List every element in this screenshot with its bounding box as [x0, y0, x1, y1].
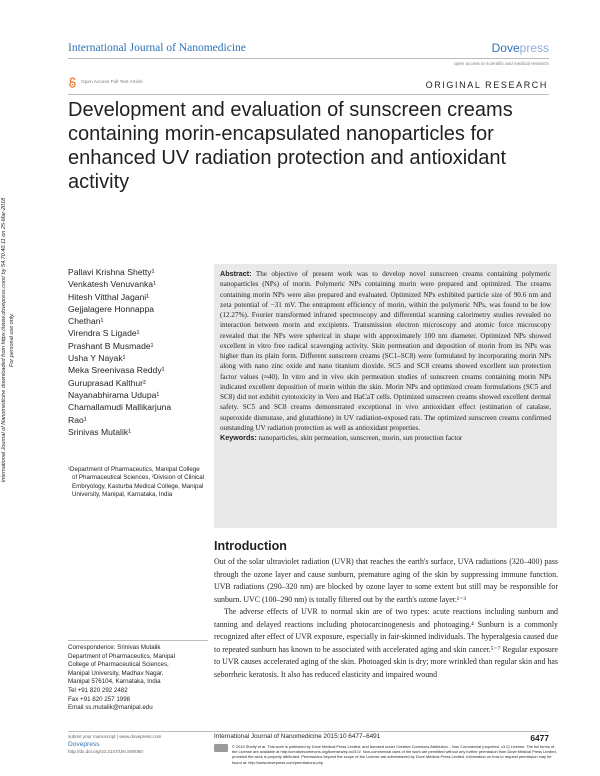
author[interactable]: Guruprasad Kalthur²: [68, 377, 146, 388]
correspondence-fax: Fax +91 820 257 1998: [68, 695, 131, 703]
submit-manuscript-link[interactable]: submit your manuscript | www.dovepress.com: [68, 734, 162, 739]
author[interactable]: Nayanabhirama Udupa¹: [68, 389, 160, 400]
author-list: [68, 266, 206, 438]
header-divider: [68, 58, 549, 59]
correspondence: [68, 644, 208, 713]
author[interactable]: Meka Sreenivasa Reddy¹: [68, 365, 165, 376]
title-divider: [68, 94, 549, 95]
abstract-label: Abstract:: [220, 269, 252, 278]
footer-links: [68, 734, 208, 755]
author[interactable]: Venkatesh Venuvanka¹: [68, 279, 156, 290]
download-stamp-note: For personal use only.: [9, 313, 15, 368]
correspondence-line: College of Pharmaceutical Sciences,: [68, 661, 169, 669]
affiliation: ¹Department of Pharmaceutics, Manipal College of Pharmaceutical Sciences, ²Division of Clinical Embryology, Kasturba Medical College, Manipal University, Manipal, Karnataka, India: [68, 466, 205, 499]
author[interactable]: Srinivas Mutalik¹: [68, 426, 132, 437]
license: [214, 744, 558, 765]
publisher-logo[interactable]: [492, 41, 549, 55]
author[interactable]: Rao¹: [68, 414, 87, 425]
affiliations: [68, 466, 206, 500]
page-number: 6477: [530, 733, 549, 743]
correspondence-line: Manipal University, Madhav Nagar,: [68, 669, 164, 677]
keywords-text: nanoparticles, skin permeation, sunscreen, morin, sun protection factor: [258, 434, 463, 442]
author[interactable]: Gejjalagere Honnappa: [68, 303, 155, 314]
author[interactable]: Chethan¹: [68, 316, 104, 327]
correspondence-line: Department of Pharmaceutics, Manipal: [68, 652, 175, 660]
journal-title[interactable]: International Journal of Nanomedicine: [68, 42, 246, 54]
open-access-label: Open Access Full Text Article: [81, 80, 143, 85]
abstract: [214, 264, 557, 528]
abstract-text: The objective of present work was to develop novel sunscreen creams containing polymeric nanoparticles (NPs) of morin. Polymeric NPs containing morin were prepared and optimized. The creams containing morin NPs were also prepared and evaluated. Optimized NPs exhibited particle size of 90.6 nm and zeta potential of −31 mV. The entrapment efficiency of morin, within the polymeric NPs, was found to be low (12.27%). Fourier transformed infrared spectroscopy and differential scanning calorimetry studies revealed no interaction between morin and excipients. Transmission electron microscopy and atomic force microscopy revealed that the NPs were spherical in shape with approximately 100 nm diameter. Optimized NPs showed excellent in vitro free radical scavenging activity. Skin permeation and deposition of morin from its NPs was higher than its plain form. Different sunscreen creams (SC1–SC8) were formulated by incorporating morin NPs along with nano zinc oxide and nano titanium dioxide. SC5 and SC8 creams showed excellent sun protection factor values (≈40). In vitro and in vivo skin permeation studies of sunscreen creams containing morin NPs indicated excellent deposition of morin within the skin. Morin NPs and optimized cream formulations (SC5 and SC8) did not exhibit cytotoxicity in Vero and HaCaT cells. Optimized sunscreen creams showed excellent dermal safety. SC5 and SC8 creams demonstrated exceptional in vivo antioxidant effect (estimation of catalase, superoxide dismutase, and glutathione) in UV radiation-exposed rats. The optimized sunscreen creams confirmed outstanding UV radiation protection as well as antioxidant properties.: [220, 270, 551, 432]
open-access-badge: [68, 77, 143, 88]
publisher-tagline: open access to scientific and medical research: [454, 61, 549, 66]
author[interactable]: Prashant B Musmade¹: [68, 340, 154, 351]
creative-commons-icon[interactable]: [214, 744, 228, 752]
footer-citation: International Journal of Nanomedicine 2015:10 6477–6491: [214, 733, 381, 740]
correspondence-heading: Correspondence: Srinivas Mutalik: [68, 644, 161, 651]
correspondence-phone: Tel +91 820 292 2482: [68, 686, 128, 694]
publisher-suffix: press: [519, 41, 549, 55]
footer-publisher[interactable]: Dovepress: [68, 741, 100, 749]
footer-divider: [68, 731, 549, 732]
paper-title: Development and evaluation of sunscreen creams containing morin-encapsulated nanoparticles for enhanced UV radiation protection and antioxidant activity: [68, 99, 513, 193]
section-heading-introduction: Introduction: [214, 539, 287, 553]
author[interactable]: Pallavi Krishna Shetty¹: [68, 267, 155, 277]
doi-link[interactable]: http://dx.doi.org/10.2147/IJN.S90060: [68, 749, 143, 755]
author[interactable]: Chamallamudi Mallikarjuna: [68, 402, 172, 413]
license-text: © 2015 Shetty et al. This work is published by Dove Medical Press Limited, and licensed under Creative Commons Attribution – Non Commercial (unported, v3.0) License. The full terms of the License are available at http://creativecommons.org/licenses/by-nc/3.0/. Non-commercial uses of the work are permitted without any further permission from Dove Medical Press Limited, provided the work is properly attributed. Permissions beyond the scope of the License are administered by Dove Medical Press Limited. Information on how to request permission may be found at: http://www.dovepress.com/permissions.php: [232, 744, 557, 765]
open-access-icon: [68, 77, 77, 88]
paragraph: Out of the solar ultraviolet radiation (UVR) that reaches the earth's surface, UVA radiations (320–400) pass through the ozone layer and cause sunburn, premature aging of the skin by suppressing immune function. UVB radiations (290–320 nm) are blocked by ozone layer to some extent but still may be responsible for sunburn. UVC (100–290 nm) is totally filtered out by the earth's ozone layer.¹⁻³: [214, 557, 558, 604]
author[interactable]: Usha Y Nayak¹: [68, 353, 126, 364]
paragraph: The adverse effects of UVR to normal skin are of two types: acute reactions including sunburn and tanning and delayed reactions including photocarcinogenesis and photoaging.⁴ Sunburn is a commonly recognized after effect of UVR exposure, especially in fair-skinned individuals. The hyperalgesia caused due to repeated sunburn has known to be associated with accelerated aging and skin cancer.⁵⁻⁷ Regular exposure to UVR causes accelerated aging of the skin. Photoaged skin is dry; more wrinkled than regular skin and has seborrheic keratosis. It also has reduced elasticity and impaired wound: [214, 607, 558, 679]
download-stamp: [0, 180, 16, 500]
correspondence-divider: [68, 640, 208, 641]
article-type: ORIGINAL RESEARCH: [425, 80, 548, 90]
publisher-main: Dove: [491, 41, 520, 55]
download-stamp-line: International Journal of Nanomedicine downloaded from https://www.dovepress.com/ by 54.70.40.11 on 25-Mar-2018: [1, 197, 7, 483]
author[interactable]: Virendra S Ligade¹: [68, 328, 140, 339]
correspondence-line: Manipal 576104, Karnataka, India: [68, 678, 161, 686]
abstract-body: [220, 269, 551, 433]
keywords: [220, 433, 551, 443]
introduction-body: [214, 556, 558, 681]
author[interactable]: Hitesh Vitthal Jagani¹: [68, 291, 150, 302]
correspondence-email[interactable]: Email ss.mutalik@manipal.edu: [68, 704, 153, 712]
keywords-label: Keywords:: [220, 433, 257, 442]
